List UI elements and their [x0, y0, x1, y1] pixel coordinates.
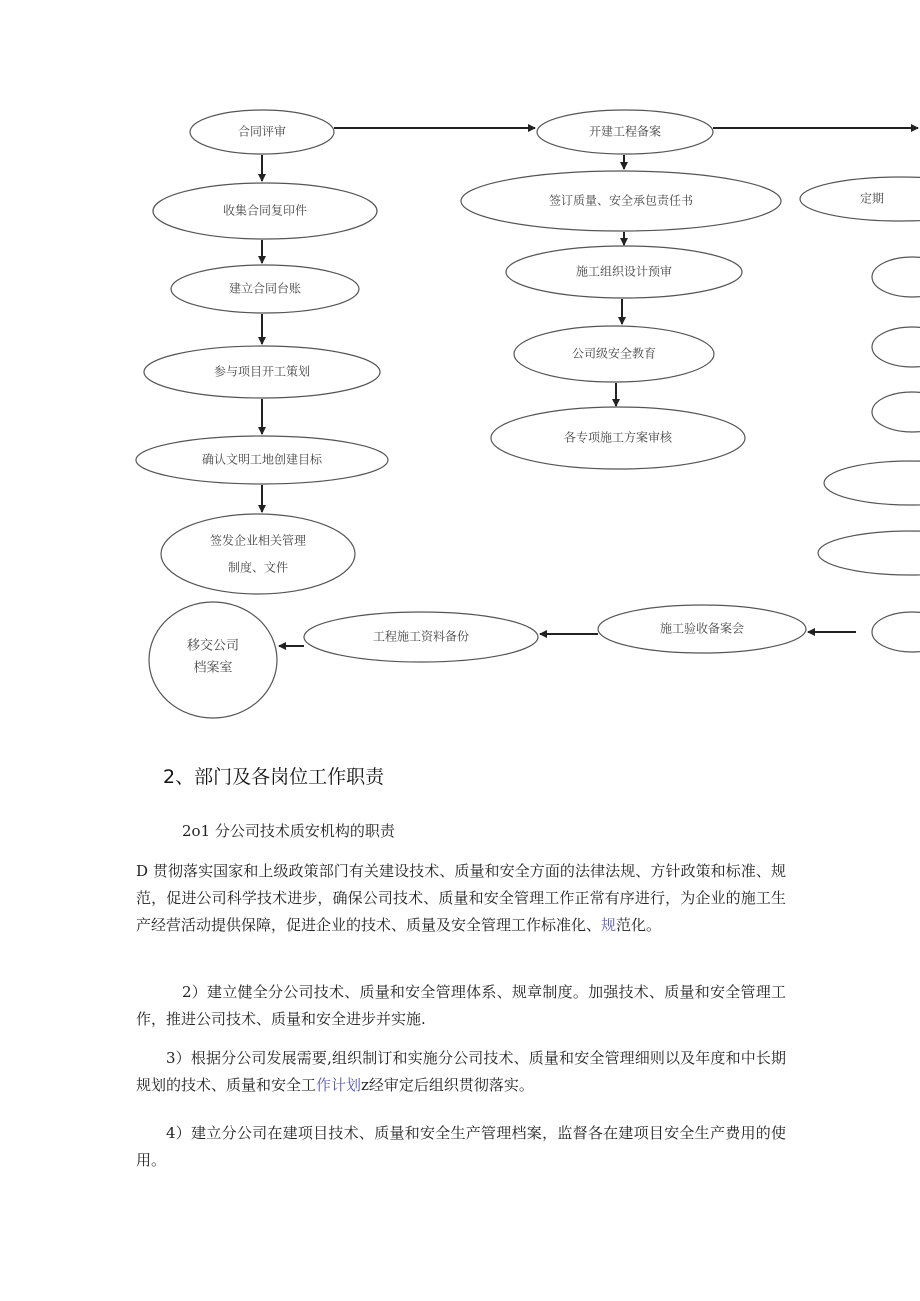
- paragraph-4: 4）建立分公司在建项目技术、质量和安全生产管理档案，监督各在建项目安全生产费用的使用。: [136, 1124, 786, 1169]
- label-civilized-site: 确认文明工地创建目标: [201, 452, 323, 467]
- paragraph-3: [136, 1045, 786, 1099]
- node-col3-7: [872, 612, 920, 652]
- label-contract-review: 合同评审: [237, 124, 287, 139]
- subsection-title: 2o1 分公司技术质安机构的职责: [182, 822, 395, 840]
- label-filing: 开建工程备案: [588, 124, 662, 139]
- label-archive-1: 移交公司: [186, 638, 240, 654]
- label-safety-education: 公司级安全教育: [571, 346, 657, 361]
- p1-tail: 范化。: [616, 916, 662, 934]
- label-issue-systems-2: 制度、文件: [227, 560, 289, 575]
- label-ledger: 建立合同台账: [228, 281, 302, 296]
- label-kickoff-planning: 参与项目开工策划: [213, 364, 311, 379]
- node-col3-5: [824, 461, 920, 505]
- paragraph-1: [136, 858, 786, 939]
- label-issue-systems-1: 签发企业相关管理: [209, 533, 307, 548]
- label-plan-review: 各专项施工方案审核: [563, 430, 673, 445]
- node-col3-3: [872, 327, 920, 367]
- p1-highlight: 规: [601, 916, 617, 934]
- p3-highlight: 作计划: [316, 1076, 362, 1094]
- p3-tail: z经审定后组织贯彻落实。: [361, 1076, 534, 1094]
- label-materials: 工程施工资料备份: [372, 629, 470, 644]
- label-design-review: 施工组织设计预审: [575, 264, 673, 279]
- label-collect-copies: 收集合同复印件: [222, 203, 308, 218]
- node-issue-systems: [161, 514, 355, 594]
- node-col3-2: [872, 257, 920, 297]
- label-archive-2: 档案室: [193, 660, 233, 676]
- label-responsibility: 签订质量、安全承包责任书: [548, 193, 694, 208]
- node-col3-4: [872, 392, 920, 432]
- label-col3-partial: 定期: [859, 191, 885, 206]
- p1-text: D 贯彻落实国家和上级政策部门有关建设技术、质量和安全方面的法律法规、方针政策和标准、规范，促进公司科学技术进步，确保公司技术、质量和安全管理工作正常有序进行，为企业的施工生产经营活动提供保障，促进企业的技术、质量及安全管理工作标准化、: [136, 862, 786, 934]
- label-acceptance: 施工验收备案会: [659, 621, 745, 636]
- p3-text: 3）根据分公司发展需要,组织制订和实施分公司技术、质量和安全管理细则以及年度和中长期规划的技术、质量和安全工: [136, 1049, 786, 1094]
- paragraph-2: 2）建立健全分公司技术、质量和安全管理体系、规章制度。加强技术、质量和安全管理工作，推进公司技术、质量和安全进步并实施.: [136, 983, 786, 1028]
- section-title: 2、部门及各岗位工作职责: [163, 766, 385, 788]
- node-col3-6: [818, 531, 920, 575]
